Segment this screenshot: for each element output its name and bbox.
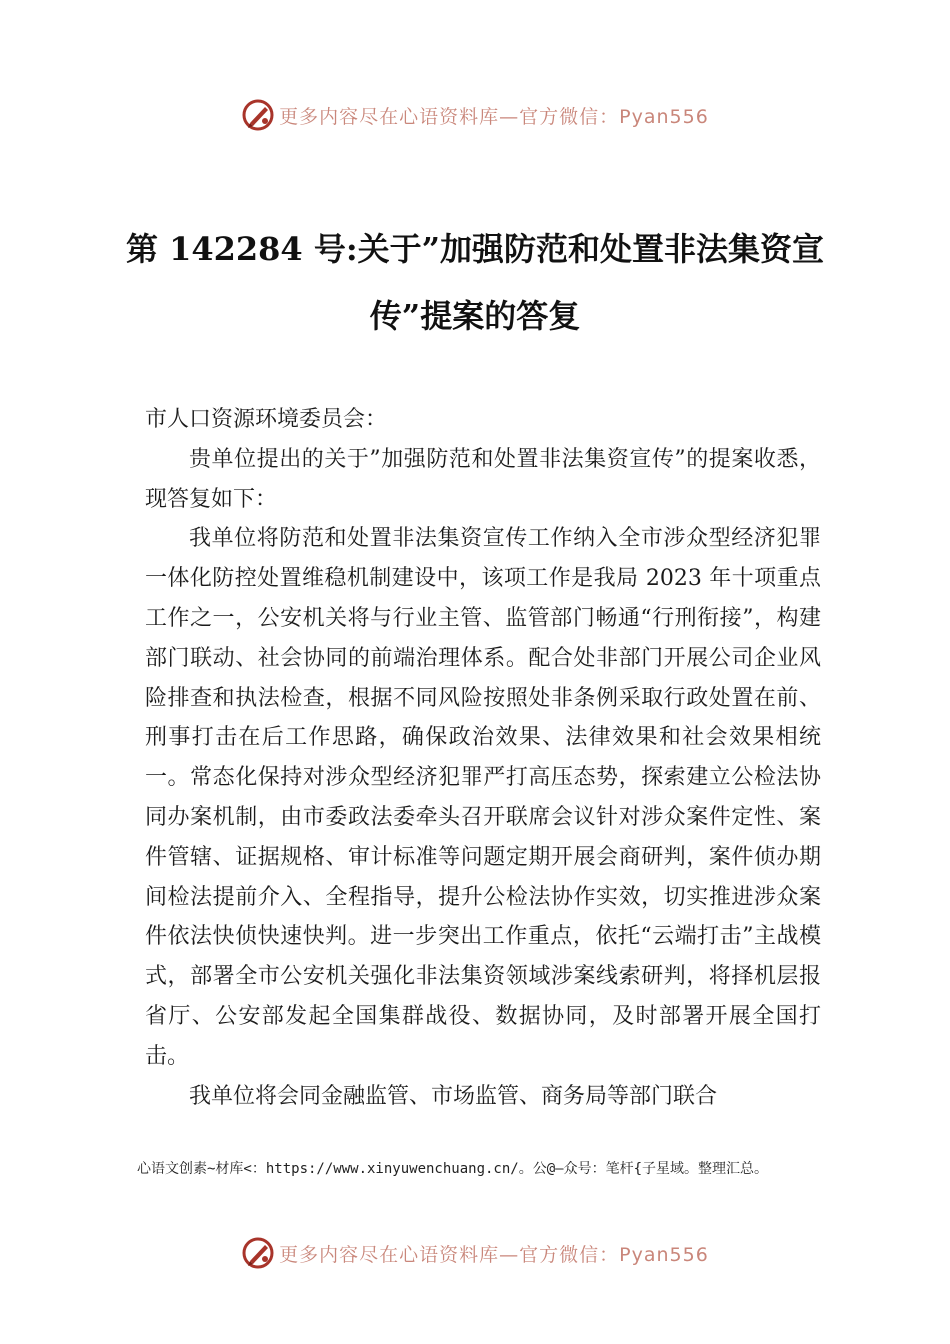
header-banner	[0, 93, 950, 137]
banner-label: 更多内容尽在心语资料库—官方微信：	[279, 1243, 620, 1266]
banner-text	[279, 102, 709, 129]
pen-logo-icon	[241, 98, 275, 132]
document-body	[145, 400, 821, 1116]
paragraph-2: 我单位将防范和处置非法集资宣传工作纳入全市涉众型经济犯罪一体化防控处置维稳机制建设中，该项工作是我局 2023 年十项重点工作之一，公安机关将与行业主管、监管部门畅通“行刑衔接”，构建部门联动、社会协同的前端治理体系。配合处非部门开展公司企业风险排查和执法检查，根据不同风险按照处非条例采取行政处置在前、刑事打击在后工作思路，确保政治效果、法律效果和社会效果相统一。常态化保持对涉众型经济犯罪严打高压态势，探索建立公检法协同办案机制，由市委政法委牵头召开联席会议针对涉众案件定性、案件管辖、证据规格、审计标准等问题定期开展会商研判，案件侦办期间检法提前介入、全程指导，提升公检法协作实效，切实推进涉众案件依法快侦快速快判。进一步突出工作重点，依托“云端打击”主战模式，部署全市公安机关强化非法集资领域涉案线索研判，将择机层报省厅、公安部发起全国集群战役、数据协同，及时部署开展全国打击。	[145, 526, 821, 1069]
pen-logo-icon	[241, 1236, 275, 1270]
salutation: 市人口资源环境委员会：	[145, 407, 388, 432]
banner-wechat-id: Pyan556	[619, 105, 709, 128]
document-title: 第 142284 号:关于”加强防范和处置非法集资宣传”提案的答复	[125, 230, 825, 335]
banner-wechat-id: Pyan556	[619, 1243, 709, 1266]
paragraph-1: 贵单位提出的关于”加强防范和处置非法集资宣传”的提案收悉，现答复如下：	[145, 446, 821, 512]
footer-banner	[0, 1231, 950, 1275]
source-footnote: 心语文创素~材库<：https://www.xinyuwenchuang.cn/。公@—众号：笔杆{子星域。整理汇总。	[137, 1161, 769, 1177]
banner-text	[279, 1240, 709, 1267]
banner-label: 更多内容尽在心语资料库—官方微信：	[279, 105, 620, 128]
paragraph-3: 我单位将会同金融监管、市场监管、商务局等部门联合	[189, 1083, 718, 1109]
